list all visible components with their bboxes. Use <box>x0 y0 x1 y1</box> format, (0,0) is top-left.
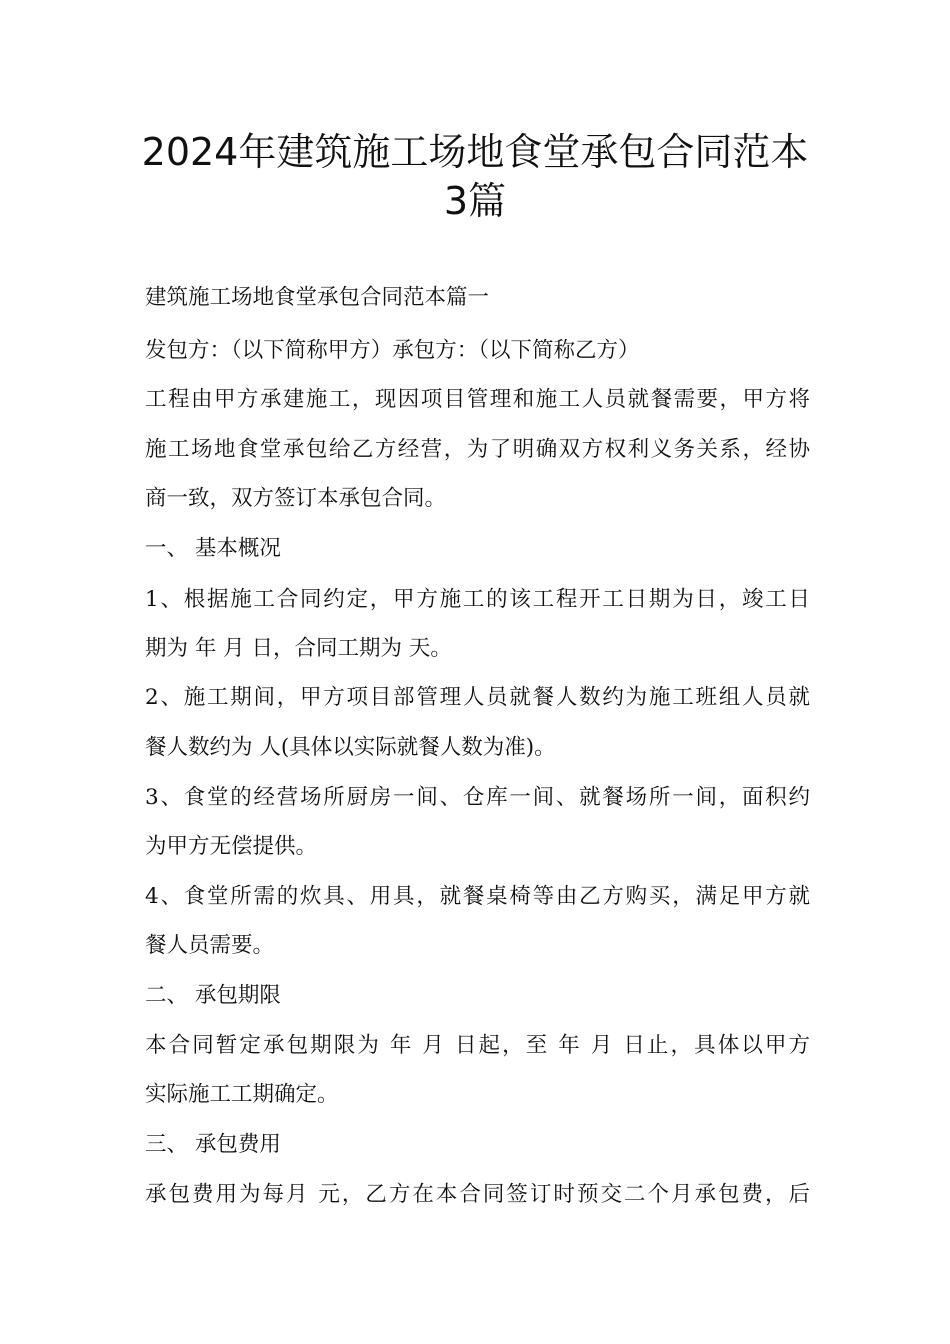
title-line-1: 2024年建筑施工场地食堂承包合同范本 <box>141 130 809 174</box>
section-heading-contract-fee: 三、 承包费用 <box>145 1132 281 1157</box>
paragraph-line: 本合同暂定承包期限为 年 月 日起，至 年 月 日止，具体以甲方 <box>145 1033 810 1058</box>
paragraph-line: 2、施工期间，甲方项目部管理人员就餐人数约为施工班组人员就 <box>145 685 810 710</box>
section-heading-contract-term: 二、 承包期限 <box>145 983 281 1008</box>
document-title <box>120 128 830 226</box>
paragraph-line: 工程由甲方承建施工，现因项目管理和施工人员就餐需要，甲方将 <box>145 387 810 412</box>
paragraph-line: 承包费用为每月 元，乙方在本合同签订时预交二个月承包费，后 <box>145 1182 810 1207</box>
section-heading-basic-overview: 一、 基本概况 <box>145 536 281 561</box>
title-line-2: 3篇 <box>443 179 507 223</box>
paragraph-line: 餐人数约为 人(具体以实际就餐人数为准)。 <box>145 735 556 760</box>
paragraph-line: 餐人员需要。 <box>145 933 275 958</box>
paragraph-line: 4、食堂所需的炊具、用具，就餐桌椅等由乙方购买，满足甲方就 <box>145 884 810 909</box>
section-heading-part-one: 建筑施工场地食堂承包合同范本篇一 <box>145 285 490 310</box>
paragraph-line: 商一致，双方签订本承包合同。 <box>145 486 447 511</box>
parties-line: 发包方：（以下简称甲方）承包方：（以下简称乙方） <box>145 338 640 363</box>
paragraph-line: 期为 年 月 日，合同工期为 天。 <box>145 636 452 661</box>
paragraph-line: 施工场地食堂承包给乙方经营，为了明确双方权利义务关系，经协 <box>145 437 810 462</box>
paragraph-line: 3、食堂的经营场所厨房一间、仓库一间、就餐场所一间，面积约 <box>145 785 810 810</box>
paragraph-line: 1、根据施工合同约定，甲方施工的该工程开工日期为日，竣工日 <box>145 587 810 612</box>
paragraph-line: 实际施工工期确定。 <box>145 1082 339 1107</box>
paragraph-line: 为甲方无偿提供。 <box>145 834 318 859</box>
